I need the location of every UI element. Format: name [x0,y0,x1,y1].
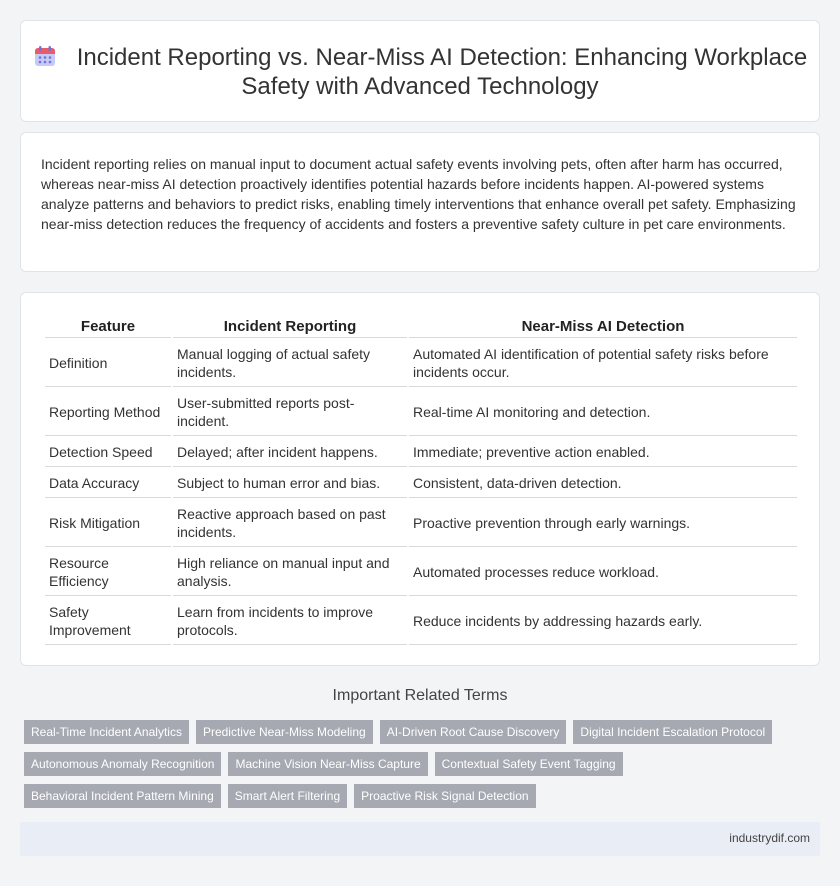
related-tags-row-3 [24,784,814,808]
comparison-table-card [20,292,820,666]
feature-cell: Safety Improvement [45,598,171,645]
table-row [45,438,797,467]
tag[interactable]: Machine Vision Near-Miss Capture [228,752,427,776]
intro-paragraph: Incident reporting relies on manual input to document actual safety events involving pets, often after harm has occurred, whereas near-miss AI detection proactively identifies potential hazards before incidents happen. AI-powered systems analyze patterns and behaviors to predict risks, enabling timely interventions that enhance overall pet safety. Emphasizing near-miss detection reduces the frequency of accidents and fosters a preventive safety culture in pet care environments. [41,156,796,232]
near-miss-cell: Real-time AI monitoring and detection. [409,389,797,436]
tag[interactable]: Behavioral Incident Pattern Mining [24,784,221,808]
table-header-row [45,316,797,338]
related-tags-row-2 [24,752,814,776]
tag[interactable]: Real-Time Incident Analytics [24,720,189,744]
comparison-table [43,314,799,647]
tag[interactable]: Autonomous Anomaly Recognition [24,752,221,776]
feature-cell: Risk Mitigation [45,500,171,547]
header-incident-reporting: Incident Reporting [173,316,407,338]
table-row [45,549,797,596]
footer [20,822,820,856]
table-row [45,500,797,547]
calendar-icon [33,44,57,68]
incident-cell: Reactive approach based on past incidents. [173,500,407,547]
incident-cell: Learn from incidents to improve protocols. [173,598,407,645]
tag[interactable]: Contextual Safety Event Tagging [435,752,623,776]
header-feature: Feature [45,316,171,338]
tag[interactable]: Digital Incident Escalation Protocol [573,720,772,744]
tag[interactable]: Predictive Near-Miss Modeling [196,720,373,744]
intro-card [20,132,820,272]
related-tags-row-1 [24,720,814,744]
near-miss-cell: Consistent, data-driven detection. [409,469,797,498]
feature-cell: Resource Efficiency [45,549,171,596]
tag[interactable]: AI-Driven Root Cause Discovery [380,720,567,744]
page-title-text: Incident Reporting vs. Near-Miss AI Detection: Enhancing Workplace Safety with Advanced Technology [76,44,808,100]
related-terms-title: Important Related Terms [332,687,508,704]
near-miss-cell: Immediate; preventive action enabled. [409,438,797,467]
footer-site[interactable]: industrydif.com [729,831,810,845]
header-card [20,20,820,122]
feature-cell: Detection Speed [45,438,171,467]
near-miss-cell: Proactive prevention through early warnings. [409,500,797,547]
table-row [45,598,797,645]
incident-cell: Subject to human error and bias. [173,469,407,498]
incident-cell: User-submitted reports post-incident. [173,389,407,436]
table-row [45,389,797,436]
near-miss-cell: Automated processes reduce workload. [409,549,797,596]
near-miss-cell: Reduce incidents by addressing hazards early. [409,598,797,645]
near-miss-cell: Automated AI identification of potential safety risks before incidents occur. [409,340,797,387]
feature-cell: Reporting Method [45,389,171,436]
incident-cell: Manual logging of actual safety incidents. [173,340,407,387]
incident-cell: Delayed; after incident happens. [173,438,407,467]
feature-cell: Data Accuracy [45,469,171,498]
tag[interactable]: Smart Alert Filtering [228,784,347,808]
page-title [21,43,819,101]
header-near-miss-ai: Near-Miss AI Detection [409,316,797,338]
incident-cell: High reliance on manual input and analysis. [173,549,407,596]
table-row [45,469,797,498]
feature-cell: Definition [45,340,171,387]
table-row [45,340,797,387]
tag[interactable]: Proactive Risk Signal Detection [354,784,535,808]
